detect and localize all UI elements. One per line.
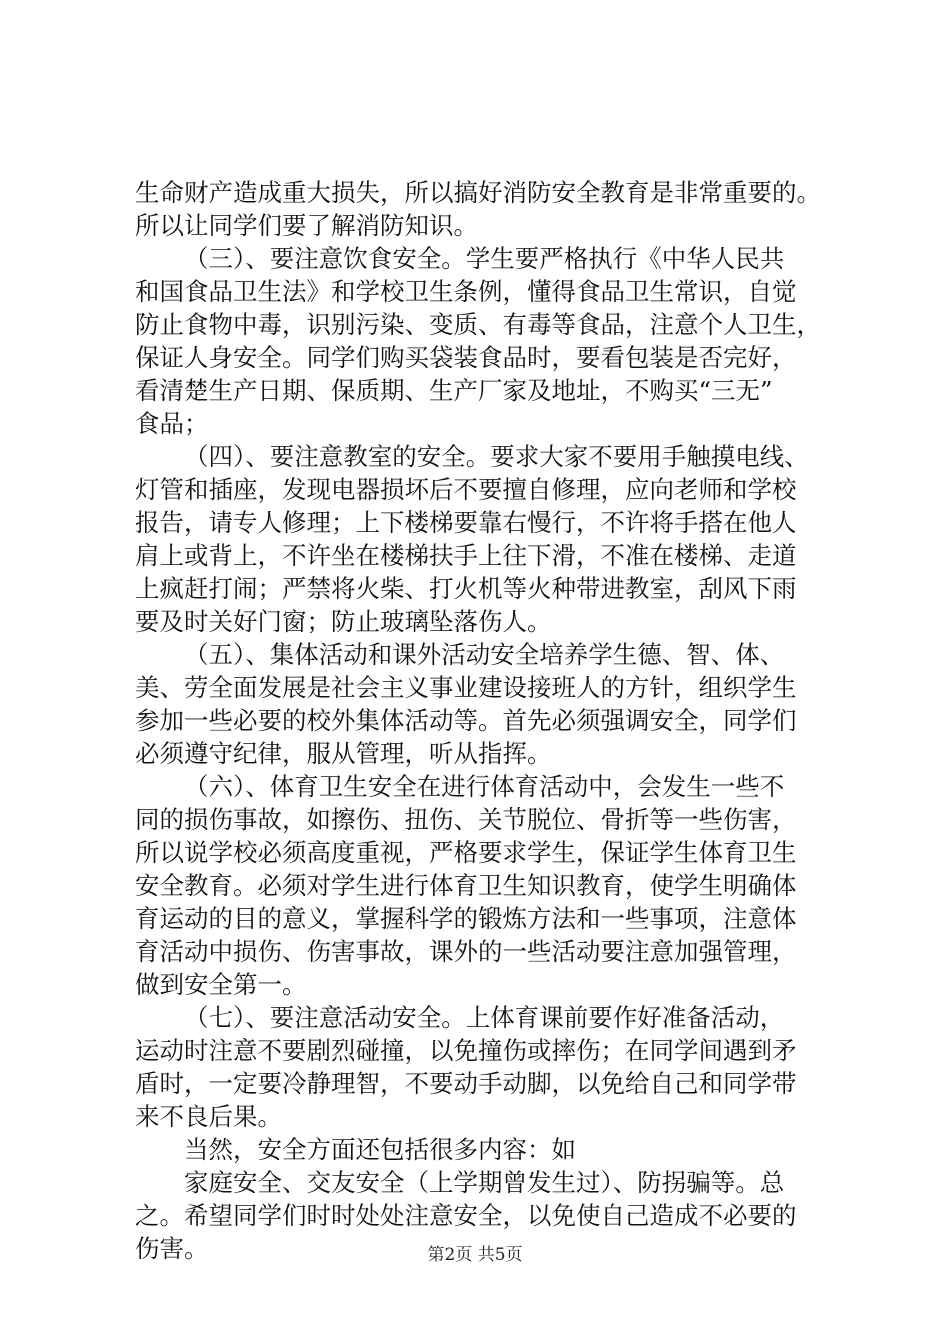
paragraph-start-line: 当然，安全方面还包括很多内容：如 bbox=[184, 1135, 576, 1164]
text-line: 安全教育。必须对学生进行体育卫生知识教育，使学生明确体 bbox=[135, 871, 797, 900]
text-line: 所以让同学们要了解消防知识。 bbox=[135, 211, 478, 240]
text-line: 所以说学校必须高度重视，严格要求学生，保证学生体育卫生 bbox=[135, 838, 797, 867]
text-line: 来不良后果。 bbox=[135, 1102, 282, 1131]
text-line: 盾时，一定要冷静理智，不要动手动脚，以免给自己和同学带 bbox=[135, 1069, 797, 1098]
text-line: 同的损伤事故，如擦伤、扭伤、关节脱位、骨折等一些伤害， bbox=[135, 805, 797, 834]
paragraph-start-line: （三）、要注意饮食安全。学生要严格执行《中华人民共 bbox=[184, 244, 785, 273]
text-line: 育活动中损伤、伤害事故，课外的一些活动要注意加强管理， bbox=[135, 937, 797, 966]
paragraph-start-line: 家庭安全、交友安全（上学期曾发生过）、防拐骗等。总 bbox=[184, 1168, 785, 1197]
text-line: 做到安全第一。 bbox=[135, 970, 307, 999]
text-line: 上疯赶打闹；严禁将火柴、打火机等火种带进教室，刮风下雨 bbox=[135, 574, 797, 603]
text-line: 报告，请专人修理；上下楼梯要靠右慢行，不许将手搭在他人 bbox=[135, 508, 797, 537]
text-line: 育运动的目的意义，掌握科学的锻炼方法和一些事项，注意体 bbox=[135, 904, 797, 933]
text-line: 要及时关好门窗；防止玻璃坠落伤人。 bbox=[135, 607, 552, 636]
text-line: 运动时注意不要剧烈碰撞，以免撞伤或摔伤；在同学间遇到矛 bbox=[135, 1036, 797, 1065]
text-line: 灯管和插座，发现电器损坏后不要擅自修理，应向老师和学校 bbox=[135, 475, 797, 504]
paragraph-start-line: （六）、体育卫生安全在进行体育活动中，会发生一些不 bbox=[184, 772, 785, 801]
text-line: 肩上或背上，不许坐在楼梯扶手上往下滑，不准在楼梯、走道 bbox=[135, 541, 797, 570]
page-number-footer: 第2页 共5页 bbox=[427, 1245, 523, 1265]
text-line: 之。希望同学们时时处处注意安全，以免使自己造成不必要的 bbox=[135, 1201, 797, 1230]
paragraph-start-line: （七）、要注意活动安全。上体育课前要作好准备活动， bbox=[184, 1003, 785, 1032]
text-line: 食品； bbox=[135, 409, 209, 438]
text-line: 伤害。 bbox=[135, 1234, 209, 1263]
paragraph-start-line: （五）、集体活动和课外活动安全培养学生德、智、体、 bbox=[184, 640, 785, 669]
text-line: 参加一些必要的校外集体活动等。首先必须强调安全，同学们 bbox=[135, 706, 797, 735]
paragraph-start-line: （四）、要注意教室的安全。要求大家不要用手触摸电线、 bbox=[184, 442, 809, 471]
text-line: 保证人身安全。同学们购买袋装食品时，要看包装是否完好， bbox=[135, 343, 797, 372]
text-line: 生命财产造成重大损失，所以搞好消防安全教育是非常重要的。 bbox=[135, 178, 821, 207]
text-line: 必须遵守纪律，服从管理，听从指挥。 bbox=[135, 739, 552, 768]
document-body bbox=[135, 176, 835, 1265]
text-line: 防止食物中毒，识别污染、变质、有毒等食品，注意个人卫生， bbox=[135, 310, 821, 339]
text-line: 看清楚生产日期、保质期、生产厂家及地址，不购买“三无” bbox=[135, 376, 773, 405]
text-line: 美、劳全面发展是社会主义事业建设接班人的方针，组织学生 bbox=[135, 673, 797, 702]
text-line: 和国食品卫生法》和学校卫生条例，懂得食品卫生常识，自觉 bbox=[135, 277, 797, 306]
